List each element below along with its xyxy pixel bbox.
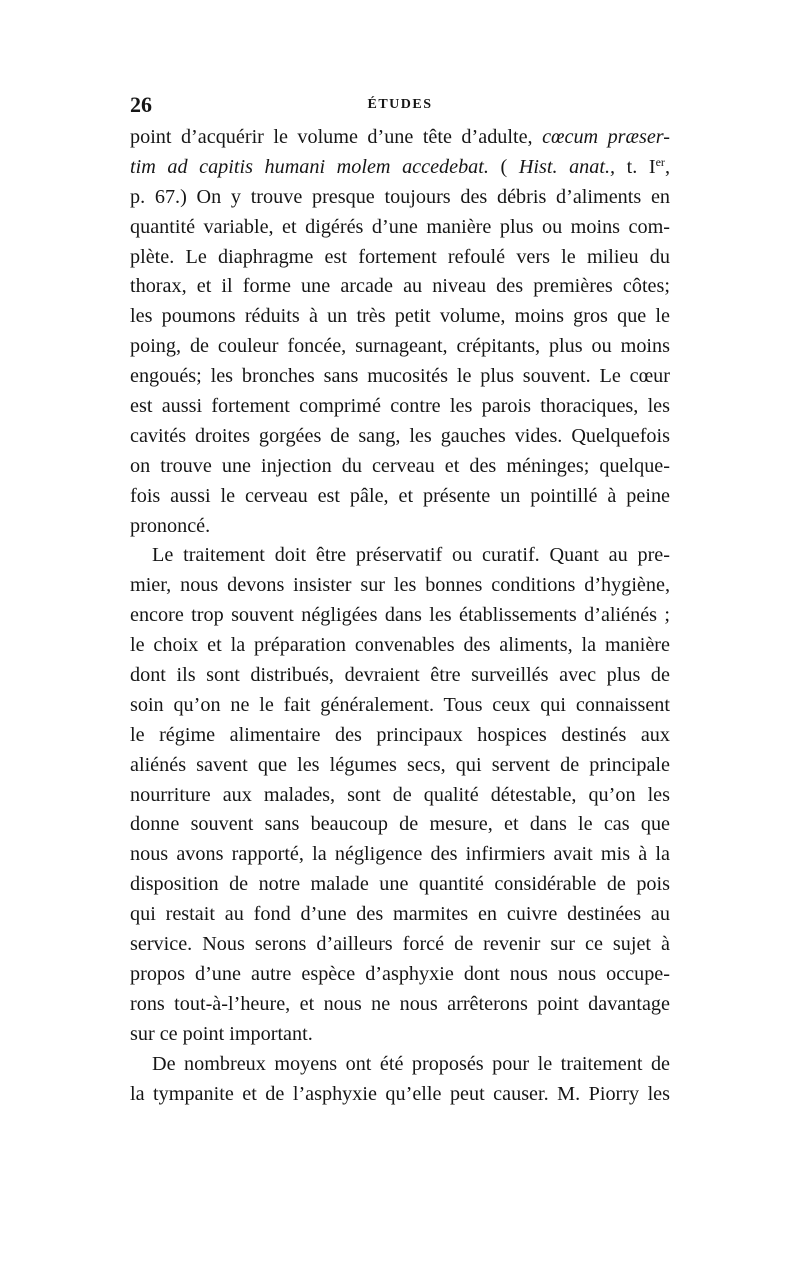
text-line (130, 1050, 670, 1080)
text-run: les poumons réduits à un très petit volume, moins gros que le (130, 305, 670, 328)
text-run: donne souvent sans beaucoup de mesure, et dans le cas que (130, 813, 670, 836)
text-run: quantité variable, et digérés d’une manière plus ou moins com- (130, 215, 670, 238)
text-line (130, 452, 670, 482)
text-line (130, 751, 670, 781)
text-run: plète. Le diaphragme est fortement refoulé vers le milieu du (130, 245, 670, 268)
italic-text: tim ad capitis humani molem accedebat. (130, 155, 489, 178)
text-line (130, 243, 670, 273)
text-run: nourriture aux malades, sont de qualité détestable, qu’on les (130, 783, 670, 806)
text-run: nous avons rapporté, la négligence des infirmiers avait mis à la (130, 843, 670, 866)
text-run: cavités droites gorgées de sang, les gauches vides. Quelquefois (130, 424, 670, 447)
text-run: qui restait au fond d’une des marmites en cuivre destinées au (130, 903, 670, 926)
text-line (130, 870, 670, 900)
text-line (130, 541, 670, 571)
text-line (130, 691, 670, 721)
text-run: on trouve une injection du cerveau et des méninges; quelque- (130, 454, 670, 477)
text-run: propos d’une autre espèce d’asphyxie dont nous nous occupe- (130, 962, 670, 985)
text-line (130, 213, 670, 243)
text-run: la tympanite et de l’asphyxie qu’elle peut causer. M. Piorry les (130, 1082, 670, 1105)
text-line (130, 1080, 670, 1110)
text-run: disposition de notre malade une quantité considérable de pois (130, 873, 670, 896)
text-line (130, 1020, 670, 1050)
text-run: prononcé. (130, 514, 211, 537)
text-run: poing, de couleur foncée, surnageant, crépitants, plus ou moins (130, 335, 670, 358)
text-line (130, 631, 670, 661)
text-run: encore trop souvent négligées dans les établissements d’aliénés ; (130, 604, 670, 627)
text-line (130, 332, 670, 362)
italic-text: Hist. anat., (518, 155, 616, 178)
text-line (130, 661, 670, 691)
text-run: , (664, 155, 670, 178)
text-run: est aussi fortement comprimé contre les parois thoraciques, les (130, 395, 670, 418)
text-line (130, 512, 670, 542)
text-line (130, 482, 670, 512)
text-run: thorax, et il forme une arcade au niveau des premières côtes; (130, 275, 670, 298)
text-line (130, 362, 670, 392)
text-run: aliénés savent que les légumes secs, qui servent de principale (130, 753, 670, 776)
text-run: le choix et la préparation convenables des aliments, la manière (130, 634, 670, 657)
text-run: mier, nous devons insister sur les bonnes conditions d’hygiène, (130, 574, 670, 597)
text-line (130, 781, 670, 811)
text-line (130, 990, 670, 1020)
text-line (130, 183, 670, 213)
text-line (130, 721, 670, 751)
text-run: point d’acquérir le volume d’une tête d’adulte, (130, 126, 543, 148)
text-run: rons tout-à-l’heure, et nous ne nous arrêterons point davantage (130, 992, 670, 1015)
text-run: soin qu’on ne le fait généralement. Tous ceux qui connaissent (130, 693, 670, 716)
page-number: 26 (130, 92, 152, 117)
body-text (130, 123, 670, 1109)
text-line (130, 810, 670, 840)
superscript: er (655, 154, 665, 169)
text-run: fois aussi le cerveau est pâle, et présente un pointillé à peine (130, 484, 670, 507)
text-line (130, 601, 670, 631)
text-line (130, 392, 670, 422)
text-run: ( (488, 155, 519, 178)
text-run: le régime alimentaire des principaux hospices destinés aux (130, 723, 670, 746)
text-run: sur ce point important. (130, 1022, 313, 1045)
text-run: De nombreux moyens ont été proposés pour le traitement de (152, 1052, 670, 1075)
text-run: Le traitement doit être préservatif ou curatif. Quant au pre- (152, 544, 670, 567)
text-run: t. I (615, 155, 656, 178)
text-run: dont ils sont distribués, devraient être surveillés avec plus de (130, 664, 670, 687)
text-run: service. Nous serons d’ailleurs forcé de revenir sur ce sujet à (130, 933, 670, 956)
text-run: engoués; les bronches sans mucosités le plus souvent. Le cœur (130, 365, 670, 388)
italic-text: cœcum præser- (542, 126, 670, 148)
text-line (130, 153, 670, 183)
text-line (130, 272, 670, 302)
text-line (130, 840, 670, 870)
text-run: p. 67.) On y trouve presque toujours des débris d’aliments en (130, 185, 670, 208)
running-title: ÉTUDES (367, 97, 433, 112)
text-line (130, 960, 670, 990)
text-line (130, 123, 670, 153)
text-line (130, 930, 670, 960)
text-line (130, 422, 670, 452)
running-head (130, 92, 670, 118)
text-line (130, 900, 670, 930)
text-line (130, 571, 670, 601)
text-line (130, 302, 670, 332)
